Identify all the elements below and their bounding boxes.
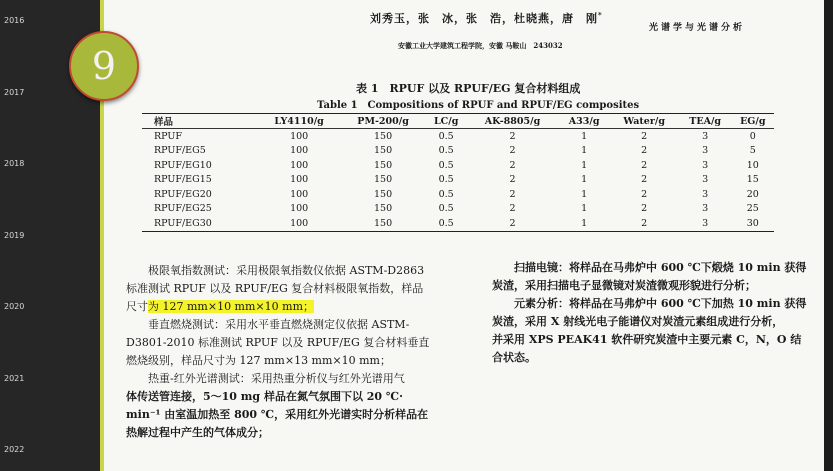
table-cell: 2 (641, 130, 648, 142)
table-cell: 0 (749, 130, 756, 142)
table-row (142, 187, 774, 202)
table-cell: 2 (509, 145, 516, 157)
header-cell: 样品 (142, 114, 258, 129)
table-cell: 2 (466, 216, 558, 231)
composition-table (142, 113, 774, 232)
table-cell: 150 (374, 203, 393, 215)
right-column-text (492, 259, 817, 367)
timeline-year-2019[interactable]: 2019 (4, 231, 25, 240)
header-cell: PM-200/g (340, 114, 426, 129)
table-cell: 100 (290, 203, 309, 215)
table-cell: RPUF/EG5 (154, 145, 206, 157)
table-cell: 3 (702, 203, 709, 215)
table-cell: 0.5 (438, 188, 454, 200)
table-row (142, 216, 774, 231)
text-line-start: 尺寸 (126, 300, 148, 313)
table-cell: 2 (641, 159, 648, 171)
text-line: 合状态。 (492, 351, 536, 364)
table-cell: 2 (509, 203, 516, 215)
header-cell: AK-8805/g (466, 114, 558, 129)
left-column-text (126, 262, 466, 442)
header-cell: LC/g (426, 114, 467, 129)
table-cell: 3 (702, 159, 709, 171)
table-cell: 25 (746, 203, 759, 215)
header-cell: A33/g (559, 114, 610, 129)
header-cell: EG/g (732, 114, 774, 129)
text-line: 极限氧指数测试：采用极限氧指数仪依据 ASTM-D2863 (148, 264, 425, 277)
table-cell: 150 (374, 159, 393, 171)
table-cell: 0.5 (438, 203, 454, 215)
table-cell: 2 (509, 188, 516, 200)
highlighted-text: 为 127 mm×10 mm×10 mm； (148, 300, 314, 313)
timeline-year-2018[interactable]: 2018 (4, 159, 25, 168)
timeline-year-2016[interactable]: 2016 (4, 16, 25, 25)
timeline-year-2022[interactable]: 2022 (4, 445, 25, 454)
table-cell: 1 (581, 145, 588, 157)
table-row (142, 202, 774, 217)
table-cell: 100 (290, 159, 309, 171)
paper-authors (370, 10, 603, 26)
table-cell: 0.5 (438, 130, 454, 142)
table-cell: 150 (374, 188, 393, 200)
table-cell: 100 (290, 188, 309, 200)
table-cell: RPUF/EG15 (154, 174, 212, 186)
table-caption-en: Table 1 Compositions of RPUF and RPUF/EG composites (317, 100, 640, 111)
authors-text: 刘秀玉，张 冰，张 浩，杜晓燕，唐 刚 (370, 12, 598, 25)
table-cell: 100 (290, 145, 309, 157)
header-cell: TEA/g (679, 114, 732, 129)
table-row (142, 158, 774, 173)
journal-name: 光谱学与光谱分析 (649, 23, 746, 33)
table-row (142, 129, 774, 144)
text-line: min⁻¹ 由室温加热至 800 ℃，采用红外光谱实时分析样品在 (126, 408, 429, 421)
text-line: 标准测试 RPUF 以及 RPUF/EG 复合材料极限氧指数，样品 (126, 282, 424, 295)
slide-number: 9 (91, 44, 117, 88)
table-cell: 150 (374, 145, 393, 157)
right-margin (824, 0, 833, 471)
table-cell: 1 (581, 130, 588, 142)
table-cell: 30 (732, 216, 774, 231)
table-cell: 3 (679, 216, 732, 231)
table-cell: 100 (290, 174, 309, 186)
text-line: 扫描电镜：将样品在马弗炉中 600 ℃下煅烧 10 min 获得 (514, 261, 807, 274)
slide-number-badge (69, 31, 139, 101)
text-line (126, 298, 466, 316)
table-cell: RPUF/EG20 (154, 188, 212, 200)
table-caption-cn: 表 1 RPUF 以及 RPUF/EG 复合材料组成 (356, 82, 581, 95)
text-line: D3801-2010 标准测试 RPUF 以及 RPUF/EG 复合材料垂直 (126, 336, 430, 349)
table-cell: 1 (559, 216, 610, 231)
table-cell: 2 (641, 145, 648, 157)
table-cell: 3 (702, 130, 709, 142)
table-cell: 2 (610, 216, 679, 231)
paper-page (104, 0, 824, 471)
table-cell: 1 (581, 159, 588, 171)
table-cell: RPUF (154, 130, 182, 142)
table-cell: 1 (581, 188, 588, 200)
table-cell: 1 (581, 174, 588, 186)
table-cell: 2 (641, 203, 648, 215)
table-cell: 0.5 (438, 159, 454, 171)
text-line: 炭渣，采用扫描电子显微镜对炭渣微观形貌进行分析； (492, 279, 756, 292)
text-line: 垂直燃烧测试：采用水平垂直燃烧测定仪依据 ASTM- (148, 318, 410, 331)
authors-superscript: * (598, 10, 603, 20)
table-cell: 2 (509, 159, 516, 171)
timeline-year-2021[interactable]: 2021 (4, 374, 25, 383)
text-line: 热解过程中产生的气体成分； (126, 426, 269, 439)
table-cell: 0.5 (438, 145, 454, 157)
text-line: 元素分析：将样品在马弗炉中 600 ℃下加热 10 min 获得 (514, 297, 807, 310)
table-cell: RPUF/EG30 (142, 216, 258, 231)
table-cell: 0.5 (438, 174, 454, 186)
table-cell: 2 (509, 174, 516, 186)
author-affiliation: 安徽工业大学建筑工程学院，安徽 马鞍山 243032 (398, 41, 563, 50)
table-cell: 20 (746, 188, 759, 200)
table-cell: 3 (702, 174, 709, 186)
table-cell: 10 (746, 159, 759, 171)
table-cell: 3 (702, 145, 709, 157)
table-cell: 15 (746, 174, 759, 186)
table-cell: 2 (641, 174, 648, 186)
table-cell: 100 (290, 130, 309, 142)
table-cell: 150 (374, 174, 393, 186)
timeline-year-2017[interactable]: 2017 (4, 88, 25, 97)
table-row (142, 144, 774, 159)
table-cell: 3 (702, 188, 709, 200)
table-cell: 0.5 (426, 216, 467, 231)
table-row (142, 173, 774, 188)
table-cell: RPUF/EG25 (154, 203, 212, 215)
table-cell: 150 (340, 216, 426, 231)
text-line: 体传送管连接，5～10 mg 样品在氮气氛围下以 20 ℃· (126, 390, 403, 403)
text-line: 热重-红外光谱测试：采用热重分析仪与红外光谱用气 (148, 372, 405, 385)
table-cell: 150 (374, 130, 393, 142)
table-cell: 1 (581, 203, 588, 215)
header-cell: LY4110/g (258, 114, 340, 129)
table-header-row (142, 114, 774, 129)
text-line: 并采用 XPS PEAK41 软件研究炭渣中主要元素 C，N，O 结 (492, 333, 802, 346)
header-cell: Water/g (610, 114, 679, 129)
table-cell: 2 (509, 130, 516, 142)
table-cell: 5 (749, 145, 756, 157)
timeline-year-2020[interactable]: 2020 (4, 302, 25, 311)
table-cell: 2 (641, 188, 648, 200)
table-cell: RPUF/EG10 (154, 159, 212, 171)
text-line: 炭渣，采用 X 射线光电子能谱仪对炭渣元素组成进行分析， (492, 315, 784, 328)
text-line: 燃烧级别，样品尺寸为 127 mm×13 mm×10 mm； (126, 354, 391, 367)
table-cell: 100 (258, 216, 340, 231)
